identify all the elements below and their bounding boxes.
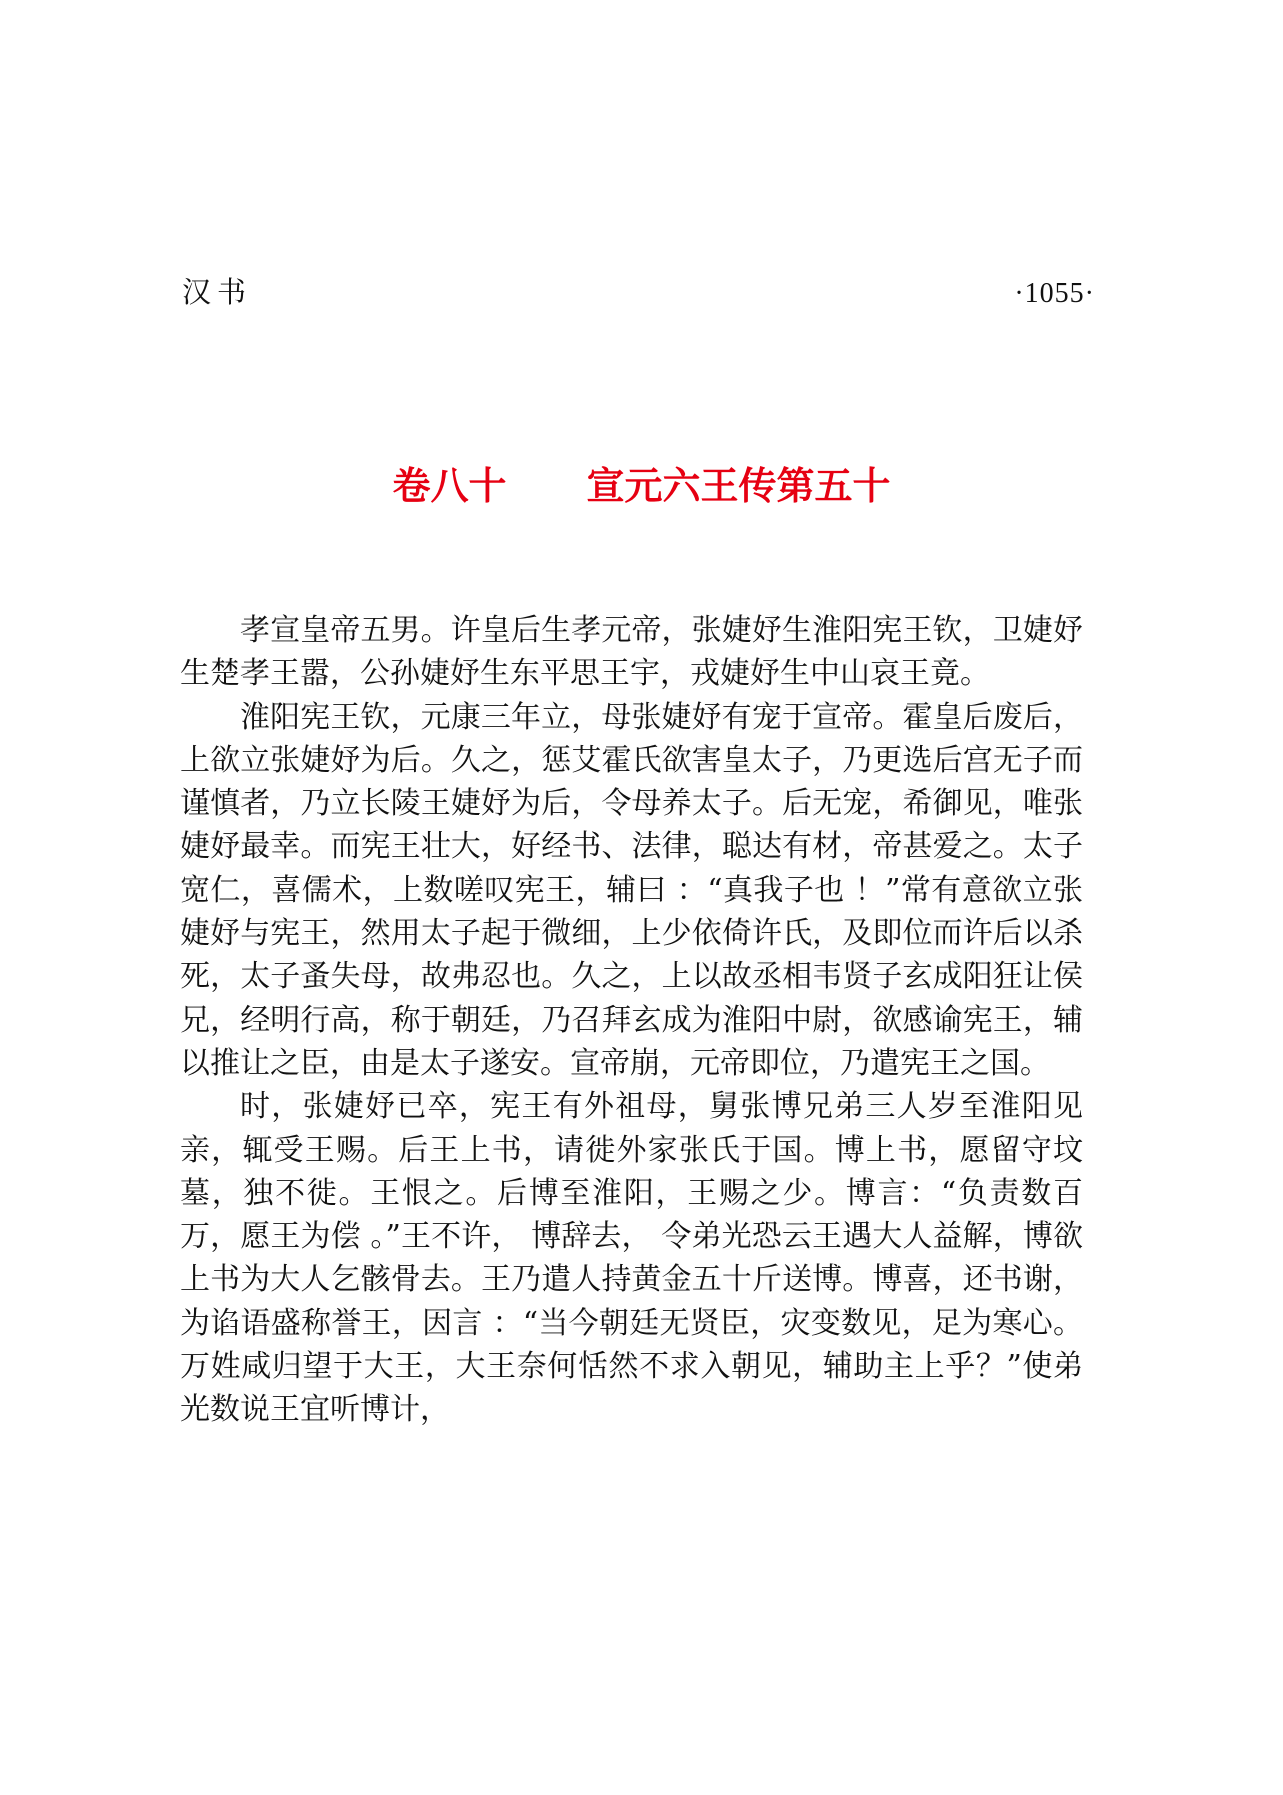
paragraph: 孝宣皇帝五男。许皇后生孝元帝，张婕妤生淮阳宪王钦，卫婕妤生楚孝王嚣，公孙婕妤生东平思王宇，戎婕妤生中山哀王竟。: [180, 613, 1083, 692]
chapter-name: 宣元六王传第五十: [586, 464, 891, 508]
chapter-title: [0, 462, 1283, 510]
body-text: [180, 609, 1083, 1432]
page-number: ·1055·: [1014, 278, 1095, 309]
running-head-book-title: 汉书: [182, 275, 253, 309]
chapter-volume: 卷八十: [392, 464, 507, 508]
paragraph: 时，张婕妤已卒，宪王有外祖母，舅张博兄弟三人岁至淮阳见亲，辄受王赐。后王上书，请徙外家张氏于国。博上书，愿留守坟墓，独不徙。王恨之。后博至淮阳，王赐之少。博言：“负责数百万，愿王为偿 。”王不许， 博辞去， 令弟光恐云王遇大人益解，博欲上书为大人乞骸骨去。王乃遣人持黄金五十斤送博。博喜，还书谢，为谄语盛称誉王，因言 ：“当今朝廷无贤臣，灾变数见，足为寒心。万姓咸归望于大王，大王奈何恬然不求入朝见，辅助主上乎？”使弟光数说王宜听博计，: [180, 1089, 1083, 1428]
paragraph: 淮阳宪王钦，元康三年立，母张婕妤有宠于宣帝。霍皇后废后，上欲立张婕妤为后。久之，惩艾霍氏欲害皇太子，乃更选后宫无子而谨慎者，乃立长陵王婕妤为后，令母养太子。后无宠，希御见，唯张婕妤最幸。而宪王壮大，好经书、法律，聪达有材，帝甚爱之。太子宽仁，喜儒术，上数嗟叹宪王，辅曰 ：“真我子也 ！”常有意欲立张婕妤与宪王，然用太子起于微细，上少依倚许氏，及即位而许后以杀死，太子蚤失母，故弗忍也。久之，上以故丞相韦贤子玄成阳狂让侯兄，经明行高，称于朝廷，乃召拜玄成为淮阳中尉，欲感谕宪王，辅以推让之臣，由是太子遂安。宣帝崩，元帝即位，乃遣宪王之国。: [180, 699, 1083, 1081]
